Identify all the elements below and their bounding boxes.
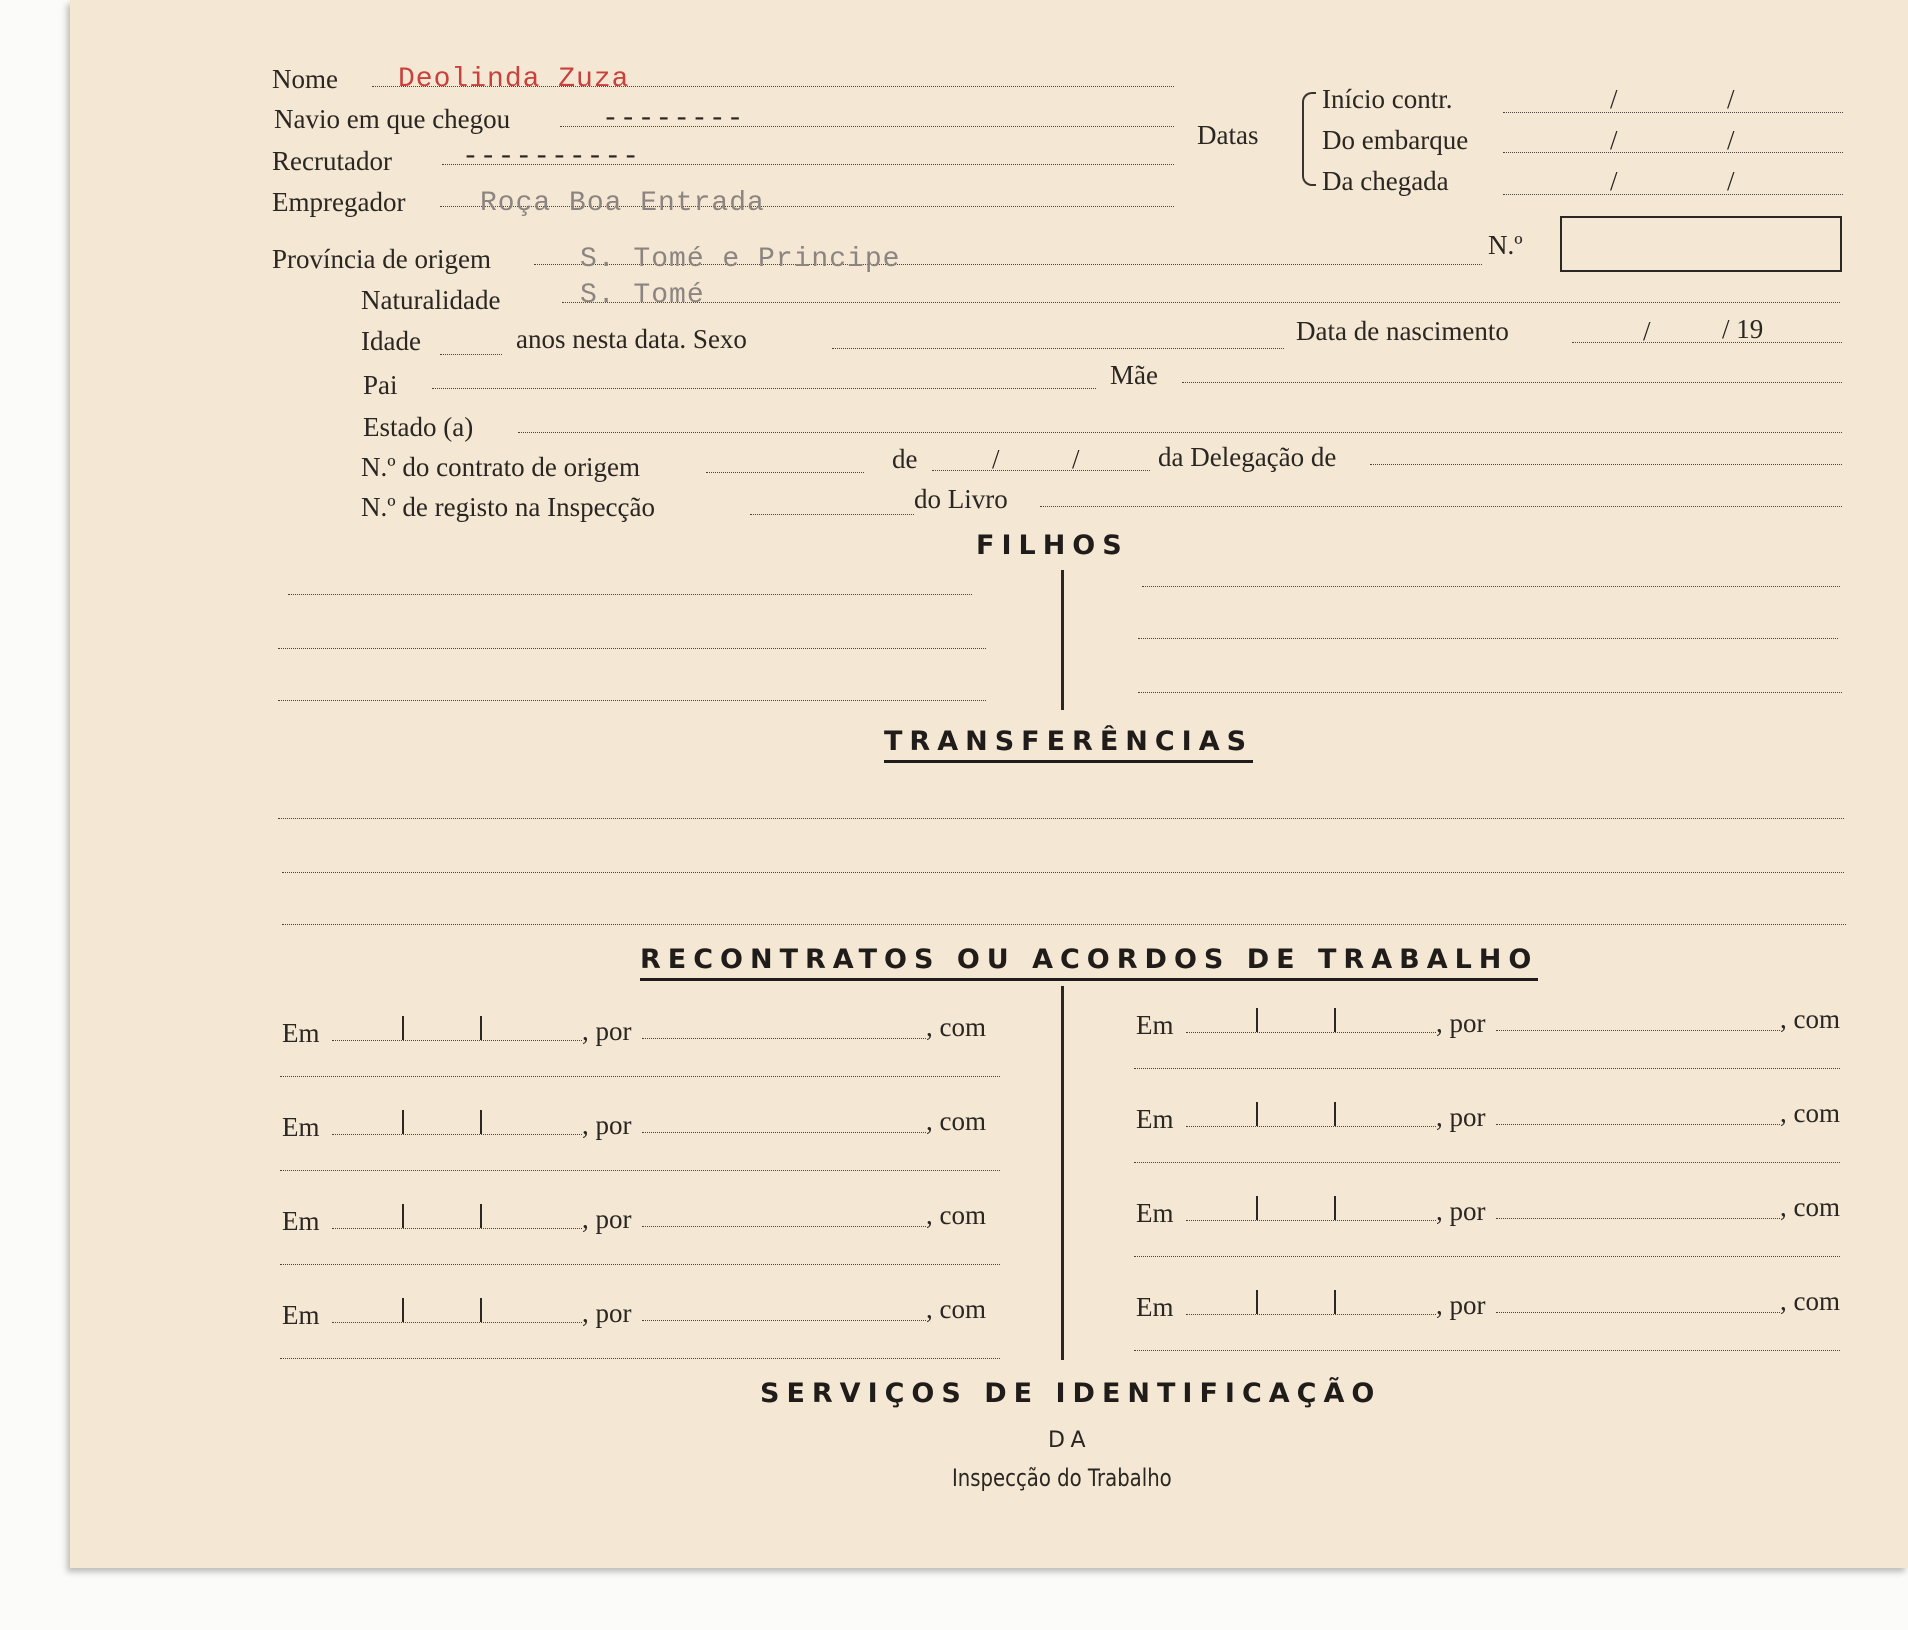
recontrato-left-2-em-label: Em xyxy=(282,1112,320,1142)
idade-line[interactable] xyxy=(440,354,502,355)
livro-label: do Livro xyxy=(914,484,1008,514)
provincia-label: Província de origem xyxy=(272,244,491,274)
recontrato-left-3-date-line[interactable] xyxy=(332,1228,582,1229)
recontrato-right-3-date-sep-2 xyxy=(1334,1196,1336,1220)
recontrato-left-2-date-line[interactable] xyxy=(332,1134,582,1135)
recontrato-left-2-second-line[interactable] xyxy=(280,1170,1000,1171)
chegada-slash-2: / xyxy=(1727,166,1735,196)
naturalidade-label: Naturalidade xyxy=(361,285,501,315)
registo-label: N.º de registo na Inspecção xyxy=(361,492,656,522)
embarque-slash-2: / xyxy=(1727,125,1735,155)
recontrato-left-4-second-line[interactable] xyxy=(280,1358,1000,1359)
chegada-slash-1: / xyxy=(1610,166,1618,196)
recontrato-right-2-second-line[interactable] xyxy=(1134,1162,1840,1163)
recontrato-right-3-por-line[interactable] xyxy=(1496,1218,1780,1219)
recontrato-left-2-date-sep-1 xyxy=(402,1110,404,1134)
recontrato-left-1-com-label: , com xyxy=(926,1012,986,1042)
recontrato-right-2-por-label: , por xyxy=(1436,1102,1486,1132)
recontrato-left-1-por-label: , por xyxy=(582,1016,632,1046)
recontrato-left-3-em-label: Em xyxy=(282,1206,320,1236)
recontrato-left-4-por-label: , por xyxy=(582,1298,632,1328)
recontratos-divider xyxy=(1061,986,1064,1360)
mae-label: Mãe xyxy=(1110,360,1158,390)
recontrato-left-1-date-sep-2 xyxy=(480,1016,482,1040)
recontrato-right-3-com-label: , com xyxy=(1780,1192,1840,1222)
filhos-line-l2[interactable] xyxy=(278,648,986,649)
numero-box[interactable] xyxy=(1560,216,1842,272)
transferencias-heading: TRANSFERÊNCIAS xyxy=(884,728,1253,763)
recontrato-left-1-second-line[interactable] xyxy=(280,1076,1000,1077)
inspeccao-label: Inspecção do Trabalho xyxy=(952,1464,1172,1492)
recontrato-right-4-por-line[interactable] xyxy=(1496,1312,1780,1313)
recontrato-left-4-date-sep-1 xyxy=(402,1298,404,1322)
delegacao-line[interactable] xyxy=(1370,464,1842,465)
recontrato-right-1-com-label: , com xyxy=(1780,1004,1840,1034)
naturalidade-value: S. Tomé xyxy=(580,280,705,311)
recontrato-right-1-por-label: , por xyxy=(1436,1008,1486,1038)
recontrato-left-3-por-line[interactable] xyxy=(642,1226,926,1227)
recontrato-right-1-por-line[interactable] xyxy=(1496,1030,1780,1031)
recontrato-right-3-em-label: Em xyxy=(1136,1198,1174,1228)
servicos-heading: SERVIÇOS DE IDENTIFICAÇÃO xyxy=(760,1378,1382,1409)
sexo-line[interactable] xyxy=(832,348,1284,349)
estado-line[interactable] xyxy=(518,432,1842,433)
contrato-date-line[interactable] xyxy=(932,470,1150,471)
filhos-line-l3[interactable] xyxy=(278,700,986,701)
nascimento-slash: / xyxy=(1643,316,1651,346)
chegada-line[interactable] xyxy=(1503,194,1843,195)
filhos-heading: FILHOS xyxy=(976,530,1129,561)
recontrato-left-1-date-sep-1 xyxy=(402,1016,404,1040)
nascimento-label: Data de nascimento xyxy=(1296,316,1509,346)
mae-line[interactable] xyxy=(1182,382,1842,383)
registo-line[interactable] xyxy=(750,514,914,515)
chegada-label: Da chegada xyxy=(1322,166,1449,196)
recontrato-right-1-em-label: Em xyxy=(1136,1010,1174,1040)
embarque-label: Do embarque xyxy=(1322,125,1469,155)
inicio-label: Início contr. xyxy=(1322,84,1453,114)
recontrato-left-3-por-label: , por xyxy=(582,1204,632,1234)
contrato-de-label: de xyxy=(892,444,918,474)
contrato-line[interactable] xyxy=(706,472,864,473)
transferencias-line-2[interactable] xyxy=(282,872,1844,873)
inicio-slash-2: / xyxy=(1727,84,1735,114)
recontrato-right-2-em-label: Em xyxy=(1136,1104,1174,1134)
da-label: DA xyxy=(1048,1428,1092,1453)
recontrato-right-3-date-sep-1 xyxy=(1256,1196,1258,1220)
recontrato-left-4-com-label: , com xyxy=(926,1294,986,1324)
livro-line[interactable] xyxy=(1040,506,1842,507)
recontrato-right-4-por-label: , por xyxy=(1436,1290,1486,1320)
filhos-line-r2[interactable] xyxy=(1138,638,1838,639)
recontrato-right-4-date-sep-1 xyxy=(1256,1290,1258,1314)
anos-sexo-label: anos nesta data. Sexo xyxy=(516,324,747,354)
datas-label: Datas xyxy=(1197,120,1259,150)
recontrato-left-1-em-label: Em xyxy=(282,1018,320,1048)
datas-brace xyxy=(1302,92,1316,186)
inicio-slash-1: / xyxy=(1610,84,1618,114)
nascimento-year-prefix: / 19 xyxy=(1722,314,1764,344)
recontrato-right-4-date-sep-2 xyxy=(1334,1290,1336,1314)
delegacao-label: da Delegação de xyxy=(1158,442,1337,472)
recontrato-right-4-date-line[interactable] xyxy=(1186,1314,1436,1315)
recontrato-right-2-date-sep-2 xyxy=(1334,1102,1336,1126)
recontrato-right-4-em-label: Em xyxy=(1136,1292,1174,1322)
recontrato-left-4-por-line[interactable] xyxy=(642,1320,926,1321)
recontrato-right-3-date-line[interactable] xyxy=(1186,1220,1436,1221)
filhos-line-l1[interactable] xyxy=(288,594,972,595)
nascimento-line[interactable] xyxy=(1572,342,1842,343)
transferencias-line-1[interactable] xyxy=(278,818,1844,819)
contrato-label: N.º do contrato de origem xyxy=(361,452,641,482)
recontrato-left-3-date-sep-2 xyxy=(480,1204,482,1228)
estado-label: Estado (a) xyxy=(363,412,474,442)
recontrato-left-1-por-line[interactable] xyxy=(642,1038,926,1039)
idade-label: Idade xyxy=(361,326,421,356)
recontratos-heading: RECONTRATOS OU ACORDOS DE TRABALHO xyxy=(640,946,1538,981)
navio-value: -------- xyxy=(602,104,745,135)
naturalidade-line[interactable] xyxy=(562,302,1840,303)
recontrato-right-3-por-label: , por xyxy=(1436,1196,1486,1226)
provincia-value: S. Tomé e Principe xyxy=(580,244,901,275)
recontrato-right-1-date-line[interactable] xyxy=(1186,1032,1436,1033)
recontrato-right-1-second-line[interactable] xyxy=(1134,1068,1840,1069)
recontrato-left-4-date-line[interactable] xyxy=(332,1322,582,1323)
navio-label: Navio em que chegou xyxy=(274,104,511,134)
recontrato-left-4-date-sep-2 xyxy=(480,1298,482,1322)
filhos-divider xyxy=(1061,570,1064,710)
recontrato-right-1-date-sep-2 xyxy=(1334,1008,1336,1032)
recrutador-label: Recrutador xyxy=(272,146,392,176)
pai-line[interactable] xyxy=(432,388,1096,389)
nome-label: Nome xyxy=(272,64,338,94)
recrutador-value: ---------- xyxy=(462,142,641,173)
inicio-line[interactable] xyxy=(1503,112,1843,113)
recontrato-right-2-por-line[interactable] xyxy=(1496,1124,1780,1125)
recontrato-left-2-por-line[interactable] xyxy=(642,1132,926,1133)
recontrato-left-2-com-label: , com xyxy=(926,1106,986,1136)
empregador-label: Empregador xyxy=(272,187,406,217)
recontrato-right-2-date-sep-1 xyxy=(1256,1102,1258,1126)
recontrato-right-4-second-line[interactable] xyxy=(1134,1350,1840,1351)
recontrato-left-2-date-sep-2 xyxy=(480,1110,482,1134)
recontrato-left-1-date-line[interactable] xyxy=(332,1040,582,1041)
recontrato-right-2-date-line[interactable] xyxy=(1186,1126,1436,1127)
recontrato-left-3-date-sep-1 xyxy=(402,1204,404,1228)
recontrato-right-1-date-sep-1 xyxy=(1256,1008,1258,1032)
recontrato-left-3-com-label: , com xyxy=(926,1200,986,1230)
contrato-slash-1: / xyxy=(992,444,1000,474)
recontrato-left-4-em-label: Em xyxy=(282,1300,320,1330)
transferencias-line-3[interactable] xyxy=(282,924,1846,925)
numero-label: N.º xyxy=(1488,230,1523,260)
empregador-value: Roça Boa Entrada xyxy=(480,188,765,219)
recontrato-right-4-com-label: , com xyxy=(1780,1286,1840,1316)
recontrato-left-3-second-line[interactable] xyxy=(280,1264,1000,1265)
embarque-slash-1: / xyxy=(1610,125,1618,155)
recontrato-left-2-por-label: , por xyxy=(582,1110,632,1140)
contrato-slash-2: / xyxy=(1072,444,1080,474)
filhos-line-r3[interactable] xyxy=(1138,692,1842,693)
embarque-line[interactable] xyxy=(1503,152,1843,153)
nome-value: Deolinda Zuza xyxy=(398,64,630,95)
recontrato-right-2-com-label: , com xyxy=(1780,1098,1840,1128)
filhos-line-r1[interactable] xyxy=(1142,586,1840,587)
recontrato-right-3-second-line[interactable] xyxy=(1134,1256,1840,1257)
pai-label: Pai xyxy=(363,370,398,400)
